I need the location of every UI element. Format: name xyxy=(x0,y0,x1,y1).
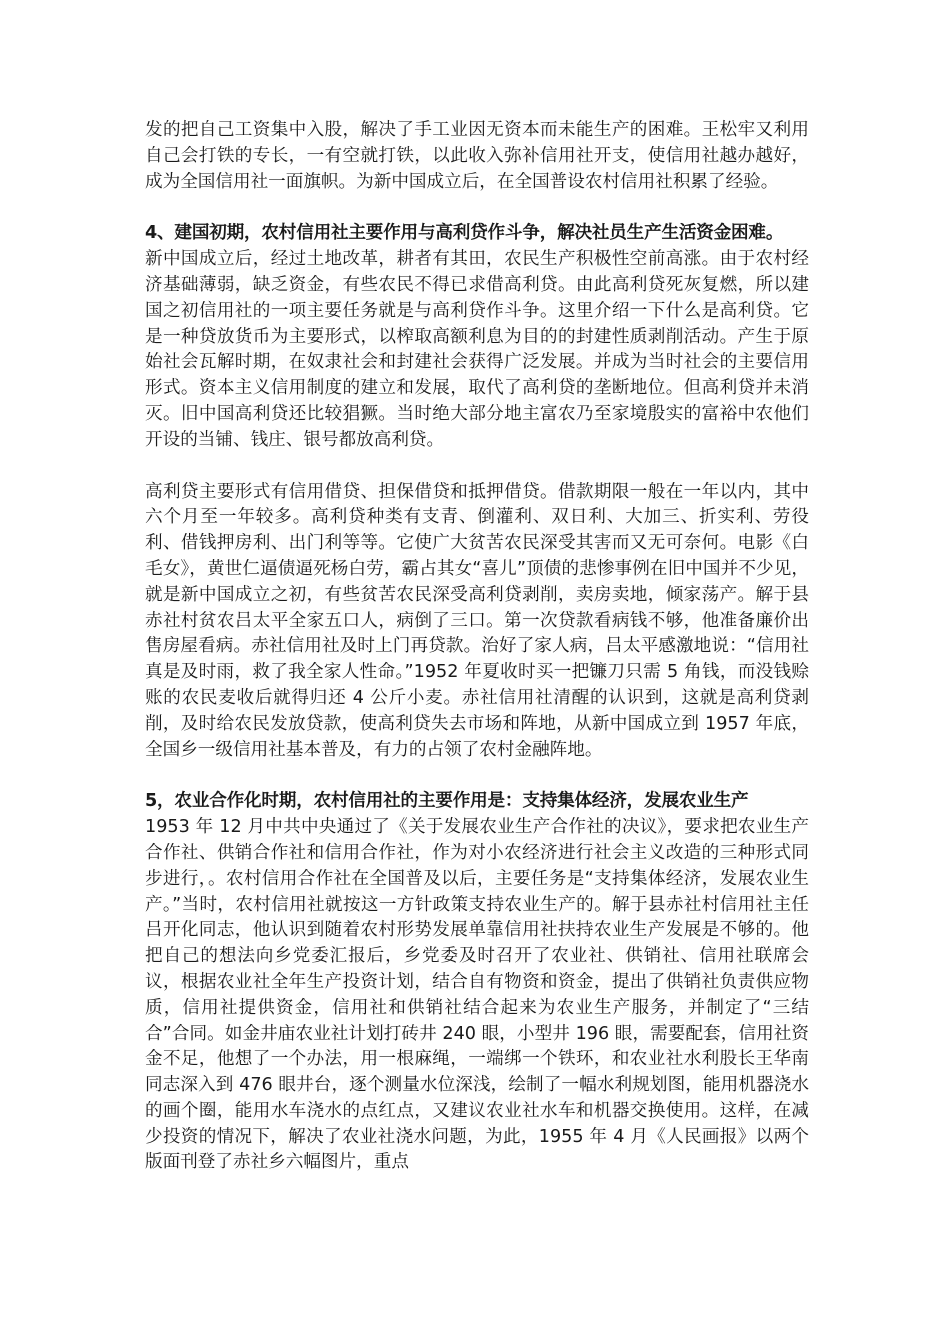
section-5-heading: 5，农业合作化时期，农村信用社的主要作用是：支持集体经济，发展农业生产 xyxy=(145,791,749,812)
section-4-heading: 4、建国初期，农村信用社主要作用与高利贷作斗争，解决社员生产生活资金困难。 xyxy=(145,223,784,244)
paragraph-4: 1953 年 12 月中共中央通过了《关于发展农业生产合作社的决议》，要求把农业生产合作社、供销合作社和信用合作社，作为对小农经济进行社会主义改造的三种形式同步进行，。农村信用合作社在全国普及以后，主要任务是“支持集体经济，发展农业生产。”当时，农村信用社就按这一方针政策支持农业生产的。解于县赤社村信用社主任吕开化同志，他认识到随着农村形势发展单靠信用社扶持农业生产发展是不够的。他把自己的想法向乡党委汇报后，乡党委及时召开了农业社、供销社、信用社联席会议，根据农业社全年生产投资计划，结合自有物资和资金，提出了供销社负责供应物质，信用社提供资金，信用社和供销社结合起来为农业生产服务，并制定了“三结合”合同。如金井庙农业社计划打砖井 240 眼，小型井 196 眼，需要配套，信用社资金不足，他想了一个办法，用一根麻绳，一端绑一个铁环，和农业社水利股长王华南同志深入到 476 眼井台，逐个测量水位深浅，绘制了一幅水利规划图，能用机器浇水的画个圈，能用水车浇水的点红点，又建议农业社水车和机器交换使用。这样，在减少投资的情况下，解决了农业社浇水问题，为此，1955 年 4 月《人民画报》以两个版面刊登了赤社乡六幅图片，重点 xyxy=(145,817,809,1173)
paragraph-3: 高利贷主要形式有信用借贷、担保借贷和抵押借贷。借款期限一般在一年以内，其中六个月至一年较多。高利贷种类有支青、倒灌利、双日利、大加三、折实利、劳役利、借钱押房利、出门利等等。它使广大贫苦农民深受其害而又无可奈何。电影《白毛女》，黄世仁逼债逼死杨白劳，霸占其女“喜儿”顶债的悲惨事例在旧中国并不少见，就是新中国成立之初，有些贫苦农民深受高利贷剥削，卖房卖地，倾家荡产。解于县赤社村贫农吕太平全家五口人，病倒了三口。第一次贷款看病钱不够，他准备廉价出售房屋看病。赤社信用社及时上门再贷款。治好了家人病，吕太平感激地说：“信用社真是及时雨，救了我全家人性命。”1952 年夏收时买一把镰刀只需 5 角钱，而没钱赊账的农民麦收后就得归还 4 公斤小麦。赤社信用社清醒的认识到，这就是高利贷剥削，及时给农民发放贷款，使高利贷失去市场和阵地，从新中国成立到 1957 年底，全国乡一级信用社基本普及，有力的占领了农村金融阵地。 xyxy=(145,481,809,760)
document-page xyxy=(145,118,809,1176)
paragraph-1: 发的把自己工资集中入股，解决了手工业因无资本而未能生产的困难。王松牢又利用自己会打铁的专长，一有空就打铁，以此收入弥补信用社开支，使信用社越办越好，成为全国信用社一面旗帜。为新中国成立后，在全国普设农村信用社积累了经验。 xyxy=(145,120,809,192)
paragraph-2: 新中国成立后，经过土地改革，耕者有其田，农民生产积极性空前高涨。由于农村经济基础薄弱，缺乏资金，有些农民不得已求借高利贷。由此高利贷死灰复燃，所以建国之初信用社的一项主要任务就是与高利贷作斗争。这里介绍一下什么是高利贷。它是一种贷放货币为主要形式，以榨取高额利息为目的的封建性质剥削活动。产生于原始社会瓦解时期，在奴隶社会和封建社会获得广泛发展。并成为当时社会的主要信用形式。资本主义信用制度的建立和发展，取代了高利贷的垄断地位。但高利贷并未消灭。旧中国高利贷还比较猖獗。当时绝大部分地主富农乃至家境殷实的富裕中农他们开设的当铺、钱庄、银号都放高利贷。 xyxy=(145,249,809,450)
